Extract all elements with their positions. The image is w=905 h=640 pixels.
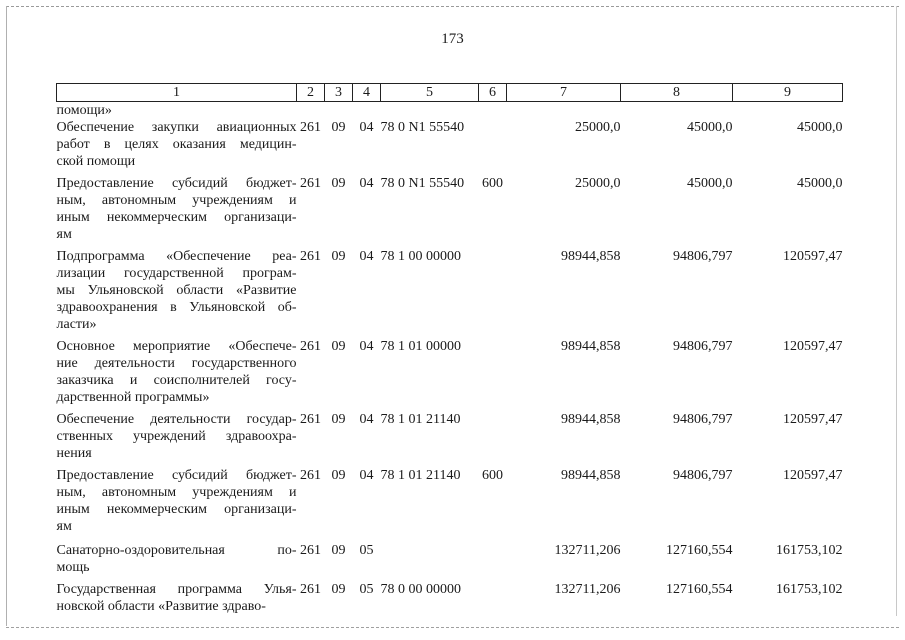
table-row	[57, 119, 843, 170]
row-amount-col-8: 94806,797	[673, 249, 733, 264]
row-code-target: 78 0 N1 55540	[380, 120, 465, 135]
header-col-3: 3	[325, 84, 353, 102]
row-name-line: ным, автономным учреждениям и	[56, 485, 297, 500]
row-code-target: 78 1 01 21140	[380, 468, 461, 483]
row-amount-col-8: 45000,0	[687, 120, 733, 135]
row-code-expense-type	[479, 119, 507, 170]
row-code-admin	[297, 102, 325, 120]
row-code-admin: 261	[300, 412, 321, 427]
row-code-target: 78 0 00 00000	[380, 582, 461, 597]
header-col-5: 5	[381, 84, 479, 102]
row-amount-col-7	[507, 102, 621, 120]
row-name-line: иным некоммерческим организаци-	[56, 502, 297, 517]
table-row	[57, 535, 843, 576]
row-code-section: 09	[331, 468, 346, 483]
row-code-target: 78 1 01 00000	[380, 339, 461, 354]
row-name	[57, 333, 297, 406]
table-row	[57, 576, 843, 615]
row-code-section: 09	[331, 582, 346, 597]
row-code-subsection: 04	[359, 412, 374, 427]
table-row	[57, 406, 843, 462]
row-name-line: здравоохранения в Ульяновской об-	[56, 300, 297, 315]
row-code-admin: 261	[300, 249, 321, 264]
table-body	[57, 102, 843, 616]
row-amount-col-8: 94806,797	[673, 412, 733, 427]
row-name-line: лизации государственной програм-	[56, 266, 297, 281]
row-amount-col-8	[621, 102, 733, 120]
row-name	[57, 102, 297, 120]
page-border-bottom	[6, 627, 899, 628]
row-code-target	[381, 102, 479, 120]
budget-table	[56, 83, 843, 615]
header-col-4: 4	[353, 84, 381, 102]
row-name-line: помощи»	[56, 103, 112, 118]
header-col-7: 7	[507, 84, 621, 102]
row-code-section: 09	[331, 543, 346, 558]
row-code-subsection: 04	[359, 176, 374, 191]
row-code-admin: 261	[300, 543, 321, 558]
row-name-line: мы Ульяновской области «Развитие	[56, 283, 297, 298]
table-row	[57, 102, 843, 120]
row-name-line: ственных учреждений здравоохра-	[56, 429, 297, 444]
row-code-section: 09	[331, 249, 346, 264]
row-code-target	[381, 535, 479, 576]
row-amount-col-7: 98944,858	[561, 249, 621, 264]
row-code-subsection	[353, 102, 381, 120]
row-amount-col-7: 98944,858	[561, 468, 621, 483]
row-code-admin: 261	[300, 468, 321, 483]
row-code-expense-type	[479, 406, 507, 462]
table-row	[57, 170, 843, 243]
row-code-expense-type	[479, 535, 507, 576]
row-name	[57, 243, 297, 333]
row-amount-col-9: 120597,47	[783, 468, 843, 483]
row-code-expense-type	[479, 576, 507, 615]
page-border-top	[6, 6, 899, 7]
row-code-subsection: 04	[359, 339, 374, 354]
header-col-8: 8	[621, 84, 733, 102]
row-code-admin: 261	[300, 582, 321, 597]
row-name-line: Обеспечение закупки авиационных	[56, 120, 297, 135]
row-code-target: 78 0 N1 55540	[380, 176, 465, 191]
row-name-line: Обеспечение деятельности государ-	[56, 412, 297, 427]
row-code-subsection: 05	[359, 543, 374, 558]
row-amount-col-7: 98944,858	[561, 339, 621, 354]
row-code-target: 78 1 00 00000	[380, 249, 461, 264]
row-name-line: работ в целях оказания медицин-	[56, 137, 297, 152]
page-number: 173	[441, 31, 464, 47]
row-amount-col-9: 120597,47	[783, 339, 843, 354]
row-code-expense-type	[479, 333, 507, 406]
row-name	[57, 462, 297, 535]
table-header-row	[57, 84, 843, 102]
row-amount-col-9: 120597,47	[783, 412, 843, 427]
row-amount-col-9: 161753,102	[776, 582, 843, 597]
row-code-admin: 261	[300, 339, 321, 354]
row-amount-col-7: 132711,206	[554, 543, 621, 558]
row-name-line: заказчика и соисполнителей госу-	[56, 373, 297, 388]
page-border-right	[896, 6, 897, 616]
row-name-line: Подпрограмма «Обеспечение реа-	[56, 249, 297, 264]
row-code-subsection: 04	[359, 120, 374, 135]
page-border-left	[6, 6, 7, 626]
row-name-line: Основное мероприятие «Обеспече-	[56, 339, 297, 354]
row-code-expense-type	[479, 102, 507, 120]
row-name	[57, 119, 297, 170]
row-amount-col-9: 45000,0	[797, 120, 843, 135]
row-name-line: ным, автономным учреждениям и	[56, 193, 297, 208]
row-code-section	[325, 102, 353, 120]
row-amount-col-8: 45000,0	[687, 176, 733, 191]
row-code-section: 09	[331, 412, 346, 427]
row-amount-col-9: 161753,102	[776, 543, 843, 558]
row-name	[57, 576, 297, 615]
row-name-line: Предоставление субсидий бюджет-	[56, 468, 297, 483]
row-name-line: Предоставление субсидий бюджет-	[56, 176, 297, 191]
row-code-expense-type: 600	[482, 176, 503, 191]
row-code-expense-type	[479, 243, 507, 333]
row-amount-col-7: 25000,0	[575, 176, 621, 191]
row-amount-col-8: 127160,554	[666, 543, 733, 558]
row-name-line: ям	[56, 227, 72, 242]
header-col-1: 1	[57, 84, 297, 102]
row-amount-col-8: 127160,554	[666, 582, 733, 597]
row-code-subsection: 04	[359, 468, 374, 483]
header-col-9: 9	[733, 84, 843, 102]
header-col-6: 6	[479, 84, 507, 102]
row-name-line: Государственная программа Улья-	[56, 582, 297, 597]
row-amount-col-9: 45000,0	[797, 176, 843, 191]
table-row	[57, 333, 843, 406]
table-row	[57, 243, 843, 333]
row-code-section: 09	[331, 176, 346, 191]
row-name-line: иным некоммерческим организаци-	[56, 210, 297, 225]
row-amount-col-7: 98944,858	[561, 412, 621, 427]
row-code-admin: 261	[300, 176, 321, 191]
row-name	[57, 406, 297, 462]
table-row	[57, 462, 843, 535]
row-name-line: ской помощи	[56, 154, 136, 169]
row-name	[57, 535, 297, 576]
row-amount-col-7: 132711,206	[554, 582, 621, 597]
row-code-target: 78 1 01 21140	[380, 412, 461, 427]
row-code-subsection: 05	[359, 582, 374, 597]
row-name-line: дарственной программы»	[56, 390, 210, 405]
row-code-expense-type: 600	[482, 468, 503, 483]
row-name-line: ям	[56, 519, 72, 534]
row-code-section: 09	[331, 339, 346, 354]
row-name-line: ние деятельности государственного	[56, 356, 297, 371]
row-name-line: ласти»	[56, 317, 97, 332]
row-code-subsection: 04	[359, 249, 374, 264]
row-amount-col-7: 25000,0	[575, 120, 621, 135]
row-code-section: 09	[331, 120, 346, 135]
row-amount-col-9	[733, 102, 843, 120]
row-name	[57, 170, 297, 243]
row-amount-col-8: 94806,797	[673, 339, 733, 354]
header-col-2: 2	[297, 84, 325, 102]
row-amount-col-8: 94806,797	[673, 468, 733, 483]
row-name-line: новской области «Развитие здраво-	[56, 599, 266, 614]
row-code-admin: 261	[300, 120, 321, 135]
row-name-line: мощь	[56, 560, 90, 575]
row-name-line: нения	[56, 446, 92, 461]
row-amount-col-9: 120597,47	[783, 249, 843, 264]
row-name-line: Санаторно-оздоровительная по-	[56, 543, 297, 558]
